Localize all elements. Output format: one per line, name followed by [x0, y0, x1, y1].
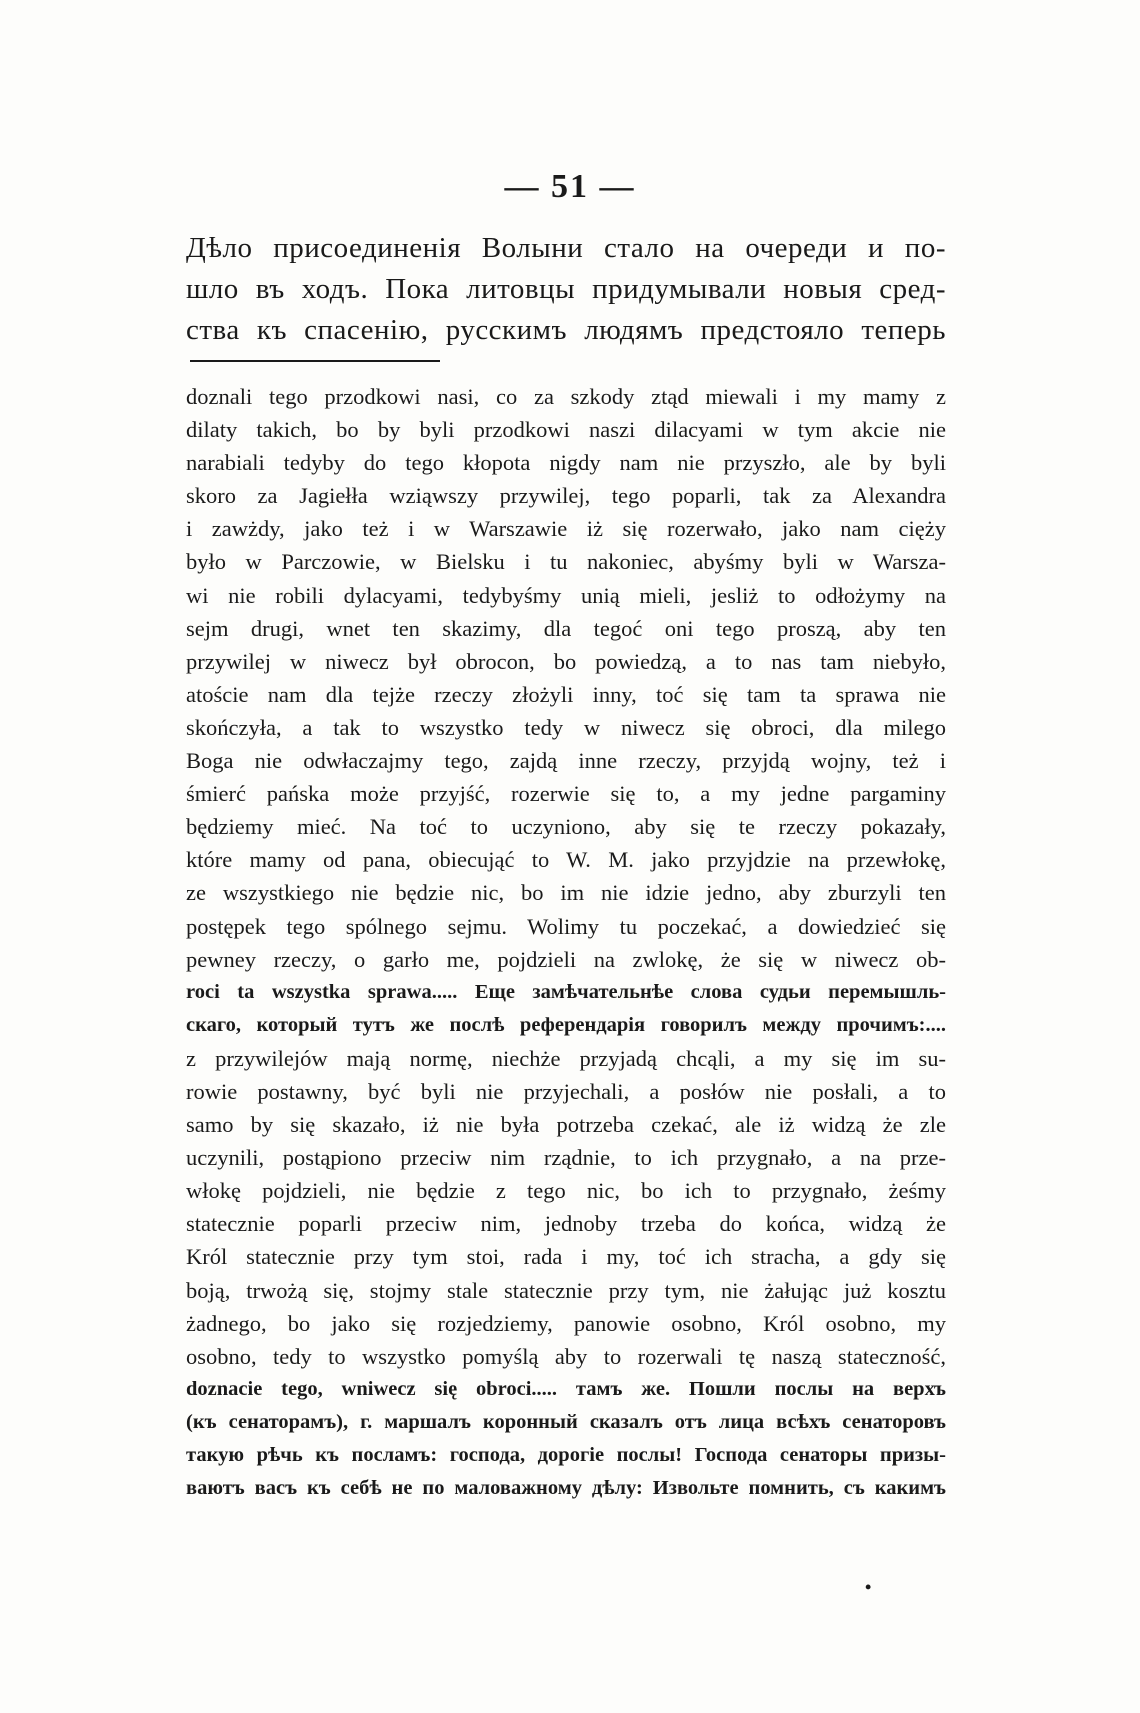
footnote-line: skoro za Jagiełła wziąwszy przywilej, tego poparli, tak za Alexandra — [186, 483, 946, 509]
footnote-line: będziemy mieć. Na toć to uczyniono, aby się te rzeczy pokazały, — [186, 814, 946, 840]
footnote-line: Boga nie odwłaczajmy tego, zajdą inne rzeczy, przyjdą wojny, też i — [186, 748, 946, 774]
footnote-line: ваютъ васъ къ себѣ не по маловажному дѣлу: Извольте помнить, съ какимъ — [186, 1477, 946, 1500]
footnote-line: (къ сенаторамъ), г. маршалъ коронный сказалъ отъ лица всѣхъ сенаторовъ — [186, 1410, 946, 1433]
footnote-line: Król statecznie przy tym stoi, rada i my, toć ich stracha, a gdy się — [186, 1244, 946, 1270]
footnote-line: boją, trwożą się, stojmy stale statecznie przy tym, nie żałując już kosztu — [186, 1277, 946, 1303]
main-text-line: ства къ спасенію, русскимъ людямъ предстояло теперь — [186, 314, 946, 346]
footnote-line: wi nie robili dylacyami, tedybyśmy unią mieli, jesliż to odłożymy na — [186, 582, 946, 608]
footnote — [186, 380, 946, 1505]
footnote-line: dilaty takich, bo by byli przodkowi naszi dilacyami w tym akcie nie — [186, 417, 946, 443]
footnote-line: sejm drugi, wnet ten skazimy, dla tegoć oni tego proszą, aby ten — [186, 615, 946, 641]
footnote-line: doznali tego przodkowi nasi, co za szkody ztąd miewali i my mamy z — [186, 384, 946, 409]
footnote-line: osobno, tedy to wszystko pomyślą aby to rozerwali tę naszą stateczność, — [186, 1343, 946, 1369]
footnote-line: przywilej w niwecz był obrocon, bo powiedzą, a to nas tam niebyło, — [186, 648, 946, 674]
footnote-line: pewney rzeczy, o garło me, pojdzieli na zwlokę, że się w niwecz ob- — [186, 946, 946, 972]
footnote-divider — [190, 360, 440, 362]
footnote-line: skończyła, a tak to wszystko tedy w niwecz się obroci, dla milego — [186, 714, 946, 740]
footnote-line: i zawżdy, jako też i w Warszawie iż się rozerwało, jako nam cięży — [186, 516, 946, 542]
footnote-line: ze wszystkiego nie będzie nic, bo im nie idzie jedno, aby zburzyli ten — [186, 880, 946, 906]
footnote-line: statecznie poparli przeciw nim, jednoby trzeba do końca, widzą że — [186, 1211, 946, 1237]
footnote-line: roci ta wszystka sprawa..... Еще замѣчательнѣе слова судьи перемышль- — [186, 980, 946, 1003]
footnote-line: było w Parczowie, w Bielsku i tu nakoniec, abyśmy byli w Warsza- — [186, 549, 946, 575]
footnote-line: скаго, который тутъ же послѣ референдарія говорилъ между прочимъ:.... — [186, 1013, 946, 1036]
footnote-line: atoście nam dla tejże rzeczy złożyli inny, toć się tam ta sprawa nie — [186, 681, 946, 707]
footnote-line: uczynili, postąpiono przeciw nim rządnie, to ich przygnało, a na prze- — [186, 1145, 946, 1171]
footnote-line: żadnego, bo jako się rozjedziemy, panowie osobno, Król osobno, my — [186, 1310, 946, 1336]
footnote-line: śmierć pańska może przyjść, rozerwie się to, a my jedne pargaminy — [186, 781, 946, 807]
footnote-line: такую рѣчь къ посламъ: господа, дорогіе послы! Господа сенаторы призы- — [186, 1444, 946, 1466]
main-text-line: Дѣло присоединенія Волыни стало на очереди и по- — [186, 232, 946, 264]
page-mark: • — [865, 1577, 872, 1597]
main-text-line: шло въ ходъ. Пока литовцы придумывали новыя сред- — [186, 273, 946, 305]
footnote-line: które mamy od pana, obiecująć to W. M. jako przyjdzie na przewłokę, — [186, 847, 946, 873]
footnote-line: postępek tego spólnego sejmu. Wolimy tu poczekać, a dowiedzieć się — [186, 913, 946, 939]
footnote-line: z przywilejów mają normę, niechże przyjadą chcąli, a my się im su- — [186, 1045, 946, 1071]
footnote-line: włokę pojdzieli, nie będzie z tego nic, bo ich to przygnało, żeśmy — [186, 1178, 946, 1204]
footnote-line: rowie postawny, być byli nie przyjechali, a posłów nie posłali, a to — [186, 1078, 946, 1104]
footnote-line: narabiali tedyby do tego kłopota nigdy nam nie przyszło, ale by byli — [186, 450, 946, 476]
main-text — [186, 228, 946, 351]
page-number: — 51 — — [504, 168, 636, 205]
footnote-line: samo by się skazało, iż nie była potrzeba czekać, ale iż widzą że zle — [186, 1112, 946, 1138]
footnote-line: doznacie tego, wniwecz się obroci..... тамъ же. Пошли послы на верхъ — [186, 1377, 946, 1400]
